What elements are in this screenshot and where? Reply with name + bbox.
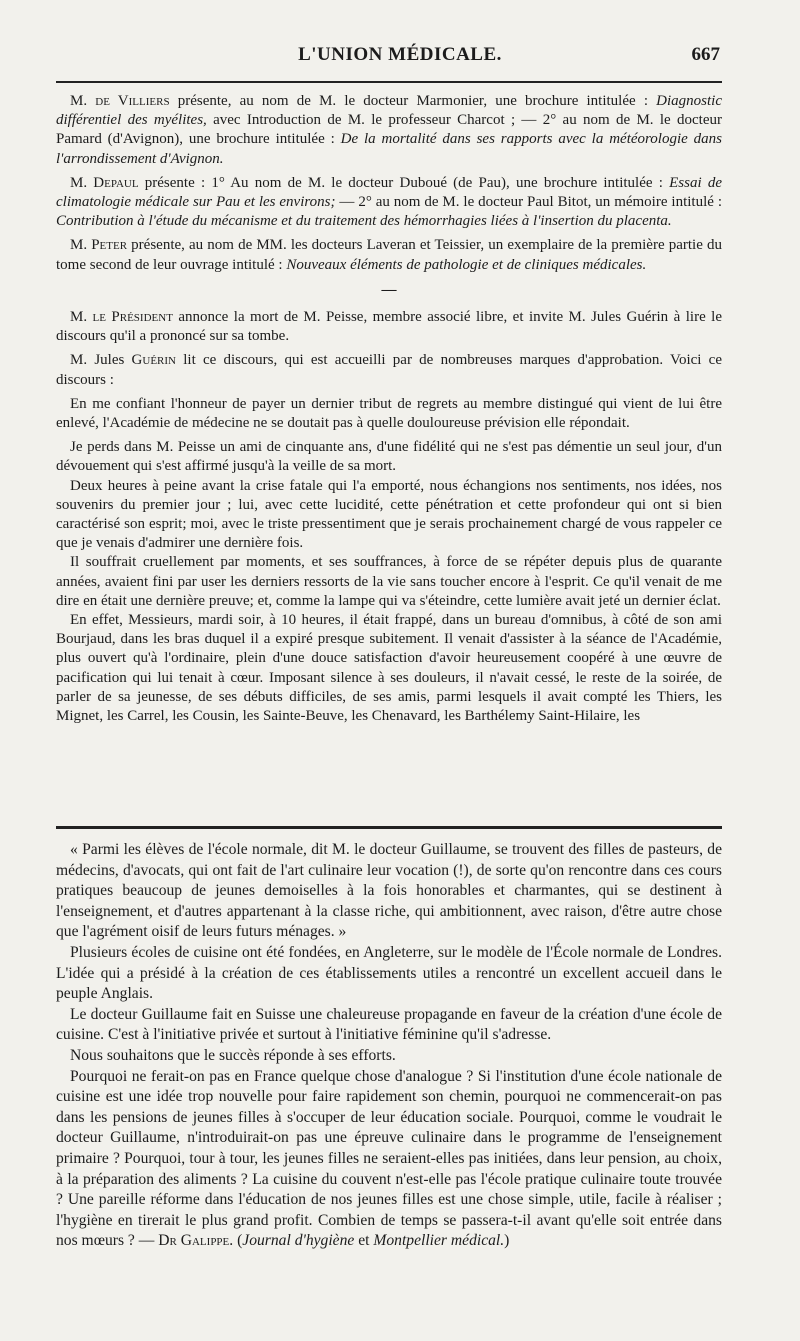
body-paragraph: Nous souhaitons que le succès réponde à ses efforts. <box>70 1046 396 1064</box>
body-paragraph: Le docteur Guillaume fait en Suisse une chaleureuse propagande en faveur de la création d'une école de cuisine. C'est à l'initiative privée et surtout à l'initiative féminine qu'il s'adresse. <box>56 1005 722 1044</box>
speaker-name: M. Peter <box>70 237 128 254</box>
speaker-name: Guérin <box>131 352 176 369</box>
paragraph-guerin: M. Jules Guérin lit ce discours, qui est accueilli par de nombreuses marques d'approbation. Voici ce discours : <box>56 352 722 388</box>
paragraph-depaul: M. Depaul présente : 1° Au nom de M. le docteur Duboué (de Pau), une brochure intitulée : Essai de climatologie médicale sur Pau et les environs; — 2° au nom de M. le docteur Paul Bitot, un mémoire intitulé : Contribution à l'étude du mécanisme et du traitement des hémorrhagies liées à l'insertion du placenta. <box>56 174 722 230</box>
paragraph-president: M. le Président annonce la mort de M. Peisse, membre associé libre, et invite M. Jules Guérin à lire le discours qu'il a prononcé sur sa tombe. <box>56 309 722 345</box>
speaker-name: M. de Villiers <box>70 93 170 109</box>
paragraph-peter: M. Peter présente, au nom de MM. les docteurs Laveran et Teissier, un exemplaire de la première partie du tome second de leur ouvrage intitulé : Nouveaux éléments de pathologie et de cliniques médicales. <box>56 237 722 273</box>
feuilleton-section <box>56 840 722 1252</box>
body-paragraph: Plusieurs écoles de cuisine ont été fondées, en Angleterre, sur le modèle de l'École normale de Londres. L'idée qui a présidé à la création de ces établissements utiles a rencontré un excellent accueil dans le peuple Anglais. <box>56 943 722 1003</box>
book-title: Nouveaux éléments de pathologie et de cliniques médicales. <box>286 256 647 273</box>
speech-paragraph: Je perds dans M. Peisse un ami de cinquante ans, d'une fidélité qui ne s'est pas démentie un seul jour, d'un dévouement qui s'est affirmé jusqu'à la veille de sa mort. <box>56 439 722 475</box>
speech-paragraph: En effet, Messieurs, mardi soir, à 10 heures, il était frappé, dans un bureau d'omnibus, à côté de son ami Bourjaud, dans les bras duquel il a expiré presque subitement. Il venait d'assister à la séance de l'Académie, plus ouvert qu'à l'ordinaire, plein d'une douce satisfaction d'avoir heureusement coopéré à une œuvre de pacification qui lui tenait à cœur. Imposant silence à ses douleurs, il n'avait cessé, le reste de la soirée, de parler de sa jeunesse, de ses débuts difficiles, de ses amis, parmi lesquels il avait compté les Thiers, les Mignet, les Carrel, les Cousin, les Sainte-Beuve, les Chenavard, les Barthélemy Saint-Hilaire, les <box>56 612 722 725</box>
speech-paragraph: Il souffrait cruellement par moments, et ses souffrances, à force de se répéter depuis plus de quarante années, avaient fini par user les derniers ressorts de la vie sans toucher encore à l'esprit. Ce qu'il venait de me dire en était une dernière preuve; et, comme la lampe qui va s'éteindre, cette lumière avait jeté un dernier éclat. <box>56 554 722 609</box>
speaker-name: M. le Président <box>70 309 173 326</box>
book-title: Diagnostic différentiel des myélites, <box>56 93 722 129</box>
academy-report-section <box>56 92 722 726</box>
feuilleton-rule <box>56 826 722 829</box>
source-title: Montpellier médical. <box>373 1232 505 1250</box>
source-title: Journal d'hygiène <box>242 1232 355 1250</box>
speech-paragraph: Deux heures à peine avant la crise fatale qui l'a emporté, nous échangions nos sentiments, nos idées, nos souvenirs du premier jour ; lui, avec cette lucidité, cette pénétration et cette profondeur qui ont si bien caractérisé son esprit; moi, avec le triste pressentiment que je serais prochainement chargé de vous rappeler ce que je venais d'admirer une dernière fois. <box>56 477 722 552</box>
speaker-name: M. Depaul <box>70 174 139 191</box>
author-signature: Dr Galippe <box>158 1232 230 1250</box>
quote-paragraph: « Parmi les élèves de l'école normale, dit M. le docteur Guillaume, se trouvent des filles de pasteurs, de médecins, d'avocats, qui ont fait de l'art culinaire leur vocation (!), de sorte qu'on rencontre dans ces cours pratiques beaucoup de jeunes demoiselles à la fois honorables et charmantes, qui se destinent à l'enseignement, et d'autres appartenant à la classe riche, qui ambitionnent, avec raison, d'être autre chose que l'agrément oisif de leurs futurs ménages. » <box>56 841 722 941</box>
paragraph-villiers: M. de Villiers présente, au nom de M. le docteur Marmonier, une brochure intitulée : Diagnostic différentiel des myélites, avec Introduction de M. le professeur Charcot ; — 2° au nom de M. le docteur Pamard (d'Avignon), une brochure intitulée : De la mortalité dans ses rapports avec la météorologie dans l'arrondissement d'Avignon. <box>56 93 723 167</box>
speech-paragraph: En me confiant l'honneur de payer un dernier tribut de regrets au membre distingué qui vient de lui être enlevé, l'Académie de médecine ne se doutait pas à quelle douloureuse prévision elle répondait. <box>56 395 722 432</box>
book-title: Essai de climatologie médicale sur Pau et les environs; <box>56 174 722 211</box>
body-paragraph-final: Pourquoi ne ferait-on pas en France quelque chose d'analogue ? Si l'institution d'une école nationale de cuisine est une idée trop nouvelle pour faire rapidement son chemin, pourquoi ne commencerait-on pas dans les pensions de jeunes filles à s'occuper de leur éducation sociale. Pourquoi, comme le voudrait le docteur Guillaume, n'introduirait-on pas une épreuve culinaire dans le programme de l'enseignement primaire ? Pourquoi, tour à tour, les jeunes filles ne seraient-elles pas initiées, dans leur pension, au choix, à la préparation des aliments ? La cuisine du couvent n'est-elle pas l'école pratique culinaire toute trouvée ? Une pareille réforme dans l'éducation de nos jeunes filles est une chose simple, utile, facile à réaliser ; l'hygiène en tirerait le plus grand profit. Combien de temps se passera-t-il avant qu'elle soit entrée dans nos mœurs ? — Dr Galippe. (Journal d'hygiène et Montpellier médical.) <box>56 1067 722 1250</box>
page-number: 667 <box>691 44 720 65</box>
header-rule <box>56 81 722 83</box>
section-separator: — <box>381 281 397 298</box>
book-title: Contribution à l'étude du mécanisme et du traitement des hémorrhagies liées à l'insertion du placenta. <box>56 213 672 230</box>
page-header <box>0 44 800 74</box>
book-title: De la mortalité dans ses rapports avec la météorologie dans l'arrondissement d'Avignon. <box>56 131 723 167</box>
running-title: L'UNION MÉDICALE. <box>298 44 502 65</box>
